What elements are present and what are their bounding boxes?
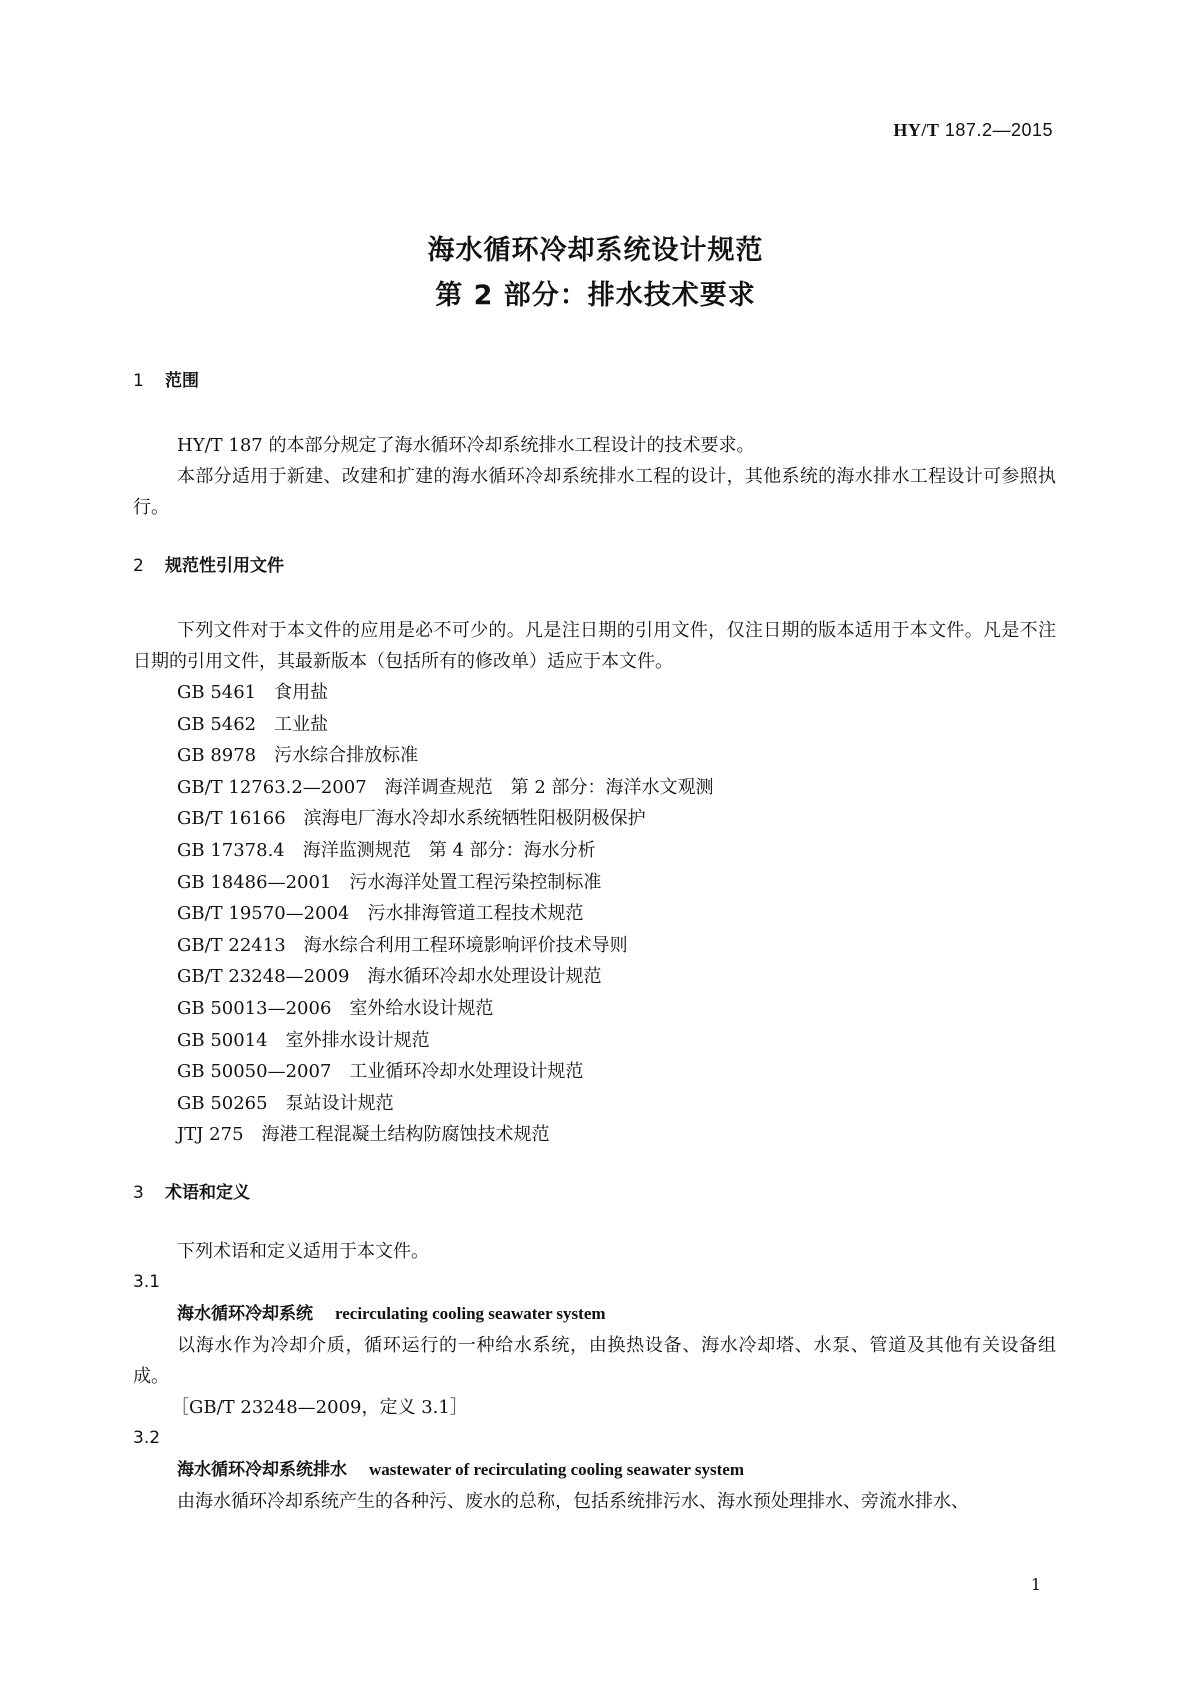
term-definition: 以海水作为冷却介质，循环运行的一种给水系统，由换热设备、海水冷却塔、水泵、管道及其他有关设备组成。: [133, 1334, 1056, 1387]
standard-code-prefix: HY/T: [893, 120, 940, 140]
term-number: 3.2: [133, 1427, 161, 1448]
paragraph: 下列文件对于本文件的应用是必不可少的。凡是注日期的引用文件，仅注日期的版本适用于本文件。凡是不注日期的引用文件，其最新版本（包括所有的修改单）适应于本文件。: [133, 620, 1056, 672]
section-title: 术语和定义: [165, 1182, 250, 1203]
document-title: 海水循环冷却系统设计规范: [427, 235, 764, 266]
reference-code: GB 50050—2007: [177, 1061, 332, 1083]
reference-code: GB/T 23248—2009: [177, 966, 350, 988]
reference-item: [133, 1088, 1056, 1120]
reference-name: 泵站设计规范: [285, 1092, 394, 1114]
reference-name: 海洋调查规范 第 2 部分：海洋水文观测: [384, 776, 714, 798]
reference-item: [133, 1056, 1056, 1088]
reference-code: GB 18486—2001: [177, 871, 332, 893]
reference-code: GB 50014: [177, 1029, 268, 1051]
reference-name: 工业循环冷却水处理设计规范: [349, 1061, 584, 1083]
reference-name: 海港工程混凝土结构防腐蚀技术规范: [261, 1124, 550, 1146]
reference-code: JTJ 275: [177, 1124, 244, 1146]
term-english: recirculating cooling seawater system: [335, 1303, 606, 1323]
reference-code: GB 50265: [177, 1092, 268, 1114]
reference-code: GB 8978: [177, 745, 257, 767]
section-heading-normative-references: [133, 550, 1056, 582]
reference-item: [133, 993, 1056, 1025]
section-heading-terms-and-definitions: [133, 1177, 1056, 1209]
term-source: ［GB/T 23248—2009，定义 3.1］: [171, 1396, 468, 1418]
reference-name: 污水综合排放标准: [274, 745, 419, 767]
page-number: 1: [1030, 1575, 1041, 1594]
reference-item: [133, 867, 1056, 899]
reference-item: [133, 1025, 1056, 1057]
reference-item: [133, 709, 1056, 741]
paragraph: HY/T 187 的本部分规定了海水循环冷却系统排水工程设计的技术要求。: [177, 435, 755, 456]
term-chinese: 海水循环冷却系统排水: [177, 1459, 347, 1480]
section-heading-scope: [133, 365, 1056, 397]
reference-name: 海水循环冷却水处理设计规范: [367, 966, 602, 988]
term-chinese: 海水循环冷却系统: [177, 1303, 313, 1324]
reference-item: [133, 961, 1056, 993]
reference-code: GB/T 19570—2004: [177, 903, 350, 925]
reference-item: [133, 835, 1056, 867]
section-title: 范围: [165, 371, 199, 391]
reference-item: [133, 1119, 1056, 1151]
section-title: 规范性引用文件: [165, 556, 284, 576]
section-number: 2: [133, 556, 144, 576]
reference-code: GB/T 22413: [177, 934, 286, 956]
reference-item: [133, 898, 1056, 930]
reference-code: GB 5462: [177, 713, 257, 735]
paragraph: 本部分适用于新建、改建和扩建的海水循环冷却系统排水工程的设计，其他系统的海水排水工程设计可参照执行。: [133, 466, 1056, 518]
section-number: 1: [133, 371, 144, 391]
term-heading: [133, 1298, 1056, 1330]
reference-name: 工业盐: [274, 713, 329, 735]
reference-code: GB 17378.4: [177, 839, 285, 861]
reference-item: [133, 930, 1056, 962]
standard-code: [893, 120, 1053, 141]
reference-code: GB/T 12763.2—2007: [177, 776, 367, 798]
term-number: 3.1: [133, 1271, 161, 1292]
reference-item: [133, 803, 1056, 835]
reference-code: GB/T 16166: [177, 808, 286, 830]
reference-name: 污水海洋处置工程污染控制标准: [349, 871, 602, 893]
document-subtitle: 第 2 部分：排水技术要求: [435, 280, 756, 311]
section-number: 3: [133, 1182, 144, 1203]
reference-name: 海洋监测规范 第 4 部分：海水分析: [302, 839, 596, 861]
reference-name: 室外排水设计规范: [285, 1029, 430, 1051]
reference-code: GB 50013—2006: [177, 997, 332, 1019]
paragraph: 下列术语和定义适用于本文件。: [177, 1240, 429, 1262]
reference-name: 污水排海管道工程技术规范: [367, 903, 584, 925]
reference-item: [133, 740, 1056, 772]
standard-code-number: 187.2—2015: [944, 120, 1053, 140]
term-definition: 由海水循环冷却系统产生的各种污、废水的总称，包括系统排污水、海水预处理排水、旁流水排水、: [177, 1490, 969, 1512]
reference-name: 室外给水设计规范: [349, 997, 494, 1019]
reference-name: 食用盐: [274, 682, 329, 703]
reference-code: GB 5461: [177, 682, 257, 703]
term-english: wastewater of recirculating cooling seawater system: [369, 1459, 745, 1479]
reference-list: [133, 677, 1056, 1151]
reference-item: [133, 772, 1056, 804]
reference-name: 海水综合利用工程环境影响评价技术导则: [303, 934, 628, 956]
reference-name: 滨海电厂海水冷却水系统牺牲阳极阴极保护: [303, 808, 646, 830]
reference-item: [133, 677, 1056, 709]
term-heading: [133, 1454, 1056, 1486]
document-body: [133, 365, 1056, 1517]
